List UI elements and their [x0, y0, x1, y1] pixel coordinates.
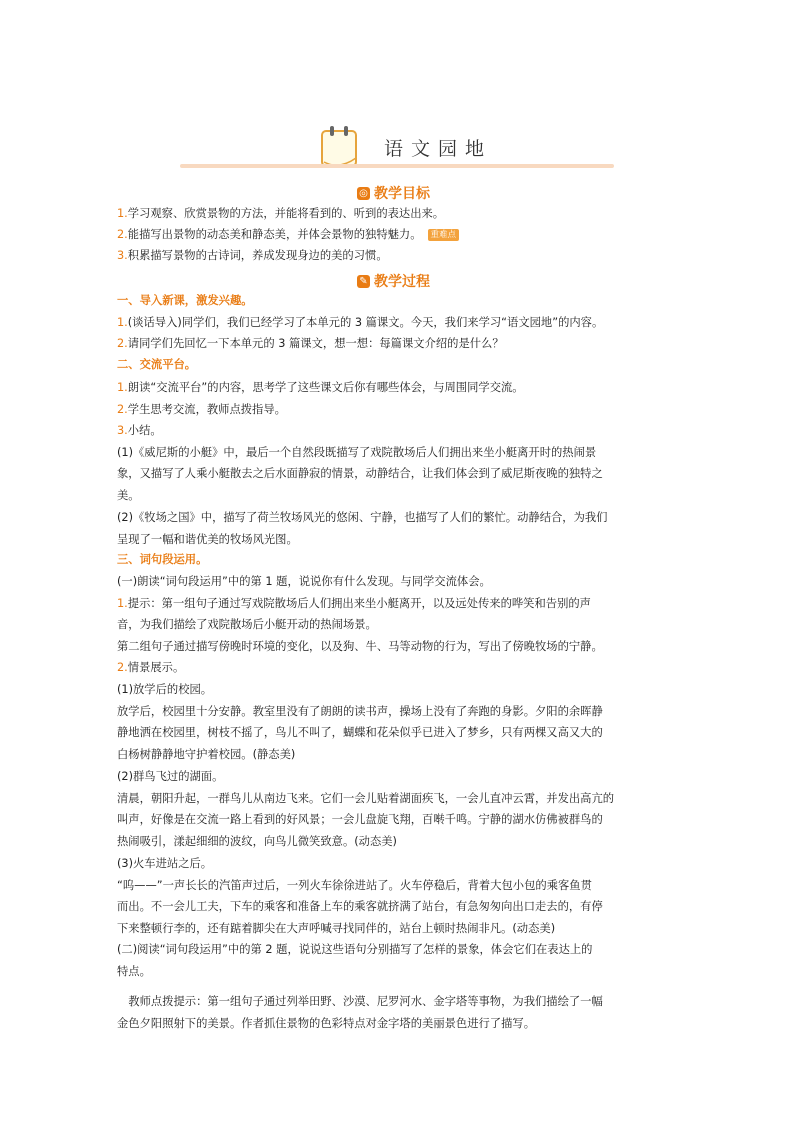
paragraph-line: 清晨，朝阳升起，一群鸟儿从南边飞来。它们一会儿贴着湖面疾飞，一会儿直冲云霄，并发出高亢的	[117, 792, 615, 805]
paragraph-line: 热闹吸引，漾起细细的波纹，向鸟儿微笑致意。(动态美)	[117, 835, 397, 848]
paragraph-line: 特点。	[117, 965, 151, 978]
paragraph-line: 美。	[117, 489, 140, 502]
paragraph-line: 2.情景展示。	[117, 661, 185, 674]
paragraph-line: 第二组句子通过描写傍晚时环境的变化，以及狗、牛、马等动物的行为，写出了傍晚牧场的宁静。	[117, 640, 603, 653]
process-heading: ✎ 教学过程	[357, 271, 430, 291]
paragraph-line: 呈现了一幅和谐优美的牧场风光图。	[117, 533, 298, 546]
paragraph-line: 而出。不一会儿工夫，下车的乘客和准备上车的乘客就挤满了站台，有急匆匆向出口走去的，有停	[117, 900, 603, 913]
paragraph: 2.学生思考交流，教师点拨指导。	[117, 403, 286, 416]
paragraph-line: (1)《威尼斯的小艇》中，最后一个自然段既描写了戏院散场后人们拥出来坐小艇离开时的热闹景	[117, 446, 597, 459]
paragraph-line: (1)放学后的校园。	[117, 683, 213, 696]
pencil-icon: ✎	[357, 275, 370, 288]
paragraph: 1.(谈话导入)同学们，我们已经学习了本单元的 3 篇课文。今天，我们来学习“语文园地”的内容。	[117, 316, 604, 329]
paragraph-line: 象，又描写了人乘小艇散去之后水面静寂的情景，动静结合，让我们体会到了威尼斯夜晚的独特之	[117, 467, 603, 480]
paragraph-line: 放学后，校园里十分安静。教室里没有了朗朗的读书声，操场上没有了奔跑的身影。夕阳的余晖静	[117, 705, 603, 718]
paragraph-line: 静地洒在校园里，树枝不摇了，鸟儿不叫了，蝴蝶和花朵似乎已进入了梦乡，只有两棵又高又大的	[117, 726, 603, 739]
paragraph-line: (一)朗读“词句段运用”中的第 1 题，说说你有什么发现。与同学交流体会。	[117, 575, 491, 588]
goal-item: 2.能描写出景物的动态美和静态美，并体会景物的独特魅力。 重难点	[117, 225, 459, 245]
goal-item: 3.积累描写景物的古诗词，养成发现身边的美的习惯。	[117, 249, 388, 262]
paragraph-line: (二)阅读“词句段运用”中的第 2 题，说说这些语句分别描写了怎样的景象，体会它们在表达上的	[117, 943, 593, 956]
title-underline	[180, 164, 614, 168]
paragraph-line: 下来整顿行李的，还有踮着脚尖在大声呼喊寻找同伴的，站台上顿时热闹非凡。(动态美)	[117, 922, 556, 935]
paragraph: 2.请同学们先回忆一下本单元的 3 篇课文，想一想：每篇课文介绍的是什么？	[117, 337, 504, 350]
section-title: 三、词句段运用。	[117, 553, 208, 566]
key-point-badge: 重难点	[428, 229, 460, 241]
section-title: 一、导入新课，激发兴趣。	[117, 294, 253, 307]
goal-item: 1.学习观察、欣赏景物的方法，并能将看到的、听到的表达出来。	[117, 207, 445, 220]
paragraph: 3.小结。	[117, 424, 162, 437]
paragraph-line: (3)火车进站之后。	[117, 857, 213, 870]
paragraph-line: 音，为我们描绘了戏院散场后小艇开动的热闹场景。	[117, 618, 377, 631]
goals-heading: ◎ 教学目标	[357, 183, 430, 203]
paragraph-line: 教师点拨提示：第一组句子通过列举田野、沙漠、尼罗河水、金字塔等事物，为我们描绘了一幅	[117, 995, 603, 1008]
paragraph-line: 金色夕阳照射下的美景。作者抓住景物的色彩特点对金字塔的美丽景色进行了描写。	[117, 1017, 535, 1030]
target-icon: ◎	[357, 187, 370, 200]
paragraph-line: (2)群鸟飞过的湖面。	[117, 770, 224, 783]
paragraph-line: 1.提示：第一组句子通过写戏院散场后人们拥出来坐小艇离开，以及远处传来的哗笑和告别的声	[117, 597, 591, 610]
paragraph-line: 叫声，好像是在交流一路上看到的好风景；一会儿盘旋飞翔，百啭千鸣。宁静的湖水仿佛被群鸟的	[117, 813, 603, 826]
paragraph-line: 白杨树静静地守护着校园。(静态美)	[117, 748, 296, 761]
paragraph-line: “呜——”一声长长的汽笛声过后，一列火车徐徐进站了。火车停稳后，背着大包小包的乘客鱼贯	[117, 879, 592, 892]
page-title: 语文园地	[384, 138, 493, 160]
section-title: 二、交流平台。	[117, 358, 197, 371]
paragraph: 1.朗读“交流平台”的内容，思考学了这些课文后你有哪些体会，与周围同学交流。	[117, 381, 524, 394]
paragraph-line: (2)《牧场之国》中，描写了荷兰牧场风光的悠闲、宁静，也描写了人们的繁忙。动静结合，为我们	[117, 511, 608, 524]
